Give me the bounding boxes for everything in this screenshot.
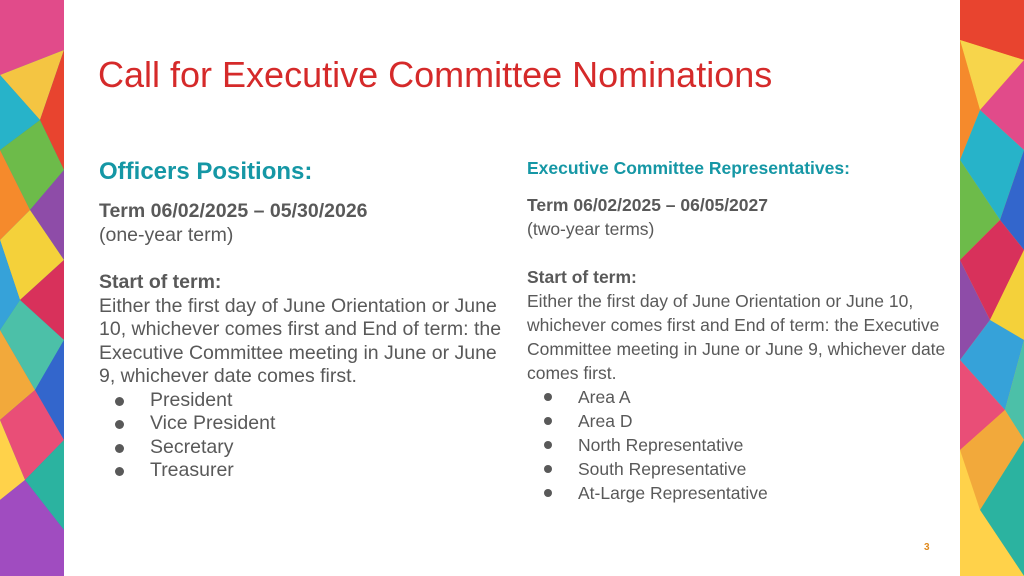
representatives-term: Term 06/02/2025 – 06/05/2027 — [527, 195, 768, 215]
bullet-icon — [544, 465, 552, 473]
left-geometric-border — [0, 0, 64, 576]
list-item — [527, 481, 947, 505]
officers-positions-list — [99, 389, 509, 483]
position-label: Treasurer — [150, 459, 234, 481]
position-label: Area D — [578, 411, 633, 431]
position-label: Secretary — [150, 435, 234, 458]
list-item — [99, 412, 509, 436]
position-label: South Representative — [578, 459, 747, 479]
bullet-icon — [115, 467, 124, 476]
list-item — [527, 457, 947, 481]
position-label: At-Large Representative — [578, 483, 768, 503]
representatives-positions-list — [527, 385, 947, 505]
position-label: Vice President — [150, 412, 276, 434]
position-label: Area A — [578, 387, 631, 407]
officers-heading: Officers Positions: — [99, 158, 313, 185]
bullet-icon — [544, 441, 552, 449]
spacer — [99, 247, 509, 271]
bullet-icon — [115, 420, 124, 429]
representatives-description: Either the first day of June Orientation or June 10, whichever comes first and End of term: the Executive Committee meeting in June or June 9, whichever date comes first. — [527, 291, 946, 383]
spacer — [527, 241, 947, 265]
representatives-term-note: (two-year terms) — [527, 219, 655, 239]
officers-term-note: (one-year term) — [99, 223, 234, 246]
officers-term: Term 06/02/2025 – 05/30/2026 — [99, 200, 368, 222]
officers-start-label: Start of term: — [99, 271, 222, 293]
slide-number: 3 — [924, 542, 930, 553]
bullet-icon — [544, 489, 552, 497]
bullet-icon — [544, 393, 552, 401]
list-item — [99, 389, 509, 413]
bullet-icon — [115, 444, 124, 453]
officers-description: Either the first day of June Orientation or June 10, whichever comes first and End of term: the Executive Committee meeting in June or June 9, whichever date comes first. — [99, 294, 502, 387]
officers-column — [99, 156, 509, 483]
list-item — [527, 433, 947, 457]
bullet-icon — [115, 397, 124, 406]
bullet-icon — [544, 417, 552, 425]
position-label: North Representative — [578, 435, 744, 455]
list-item — [99, 459, 509, 483]
list-item — [99, 436, 509, 460]
list-item — [527, 409, 947, 433]
list-item — [527, 385, 947, 409]
representatives-heading: Executive Committee Representatives: — [527, 158, 850, 178]
representatives-column — [527, 156, 947, 505]
right-geometric-border — [960, 0, 1024, 576]
representatives-start-label: Start of term: — [527, 267, 637, 287]
slide — [64, 0, 960, 576]
slide-title: Call for Executive Committee Nominations — [98, 54, 773, 95]
position-label: President — [150, 388, 233, 411]
